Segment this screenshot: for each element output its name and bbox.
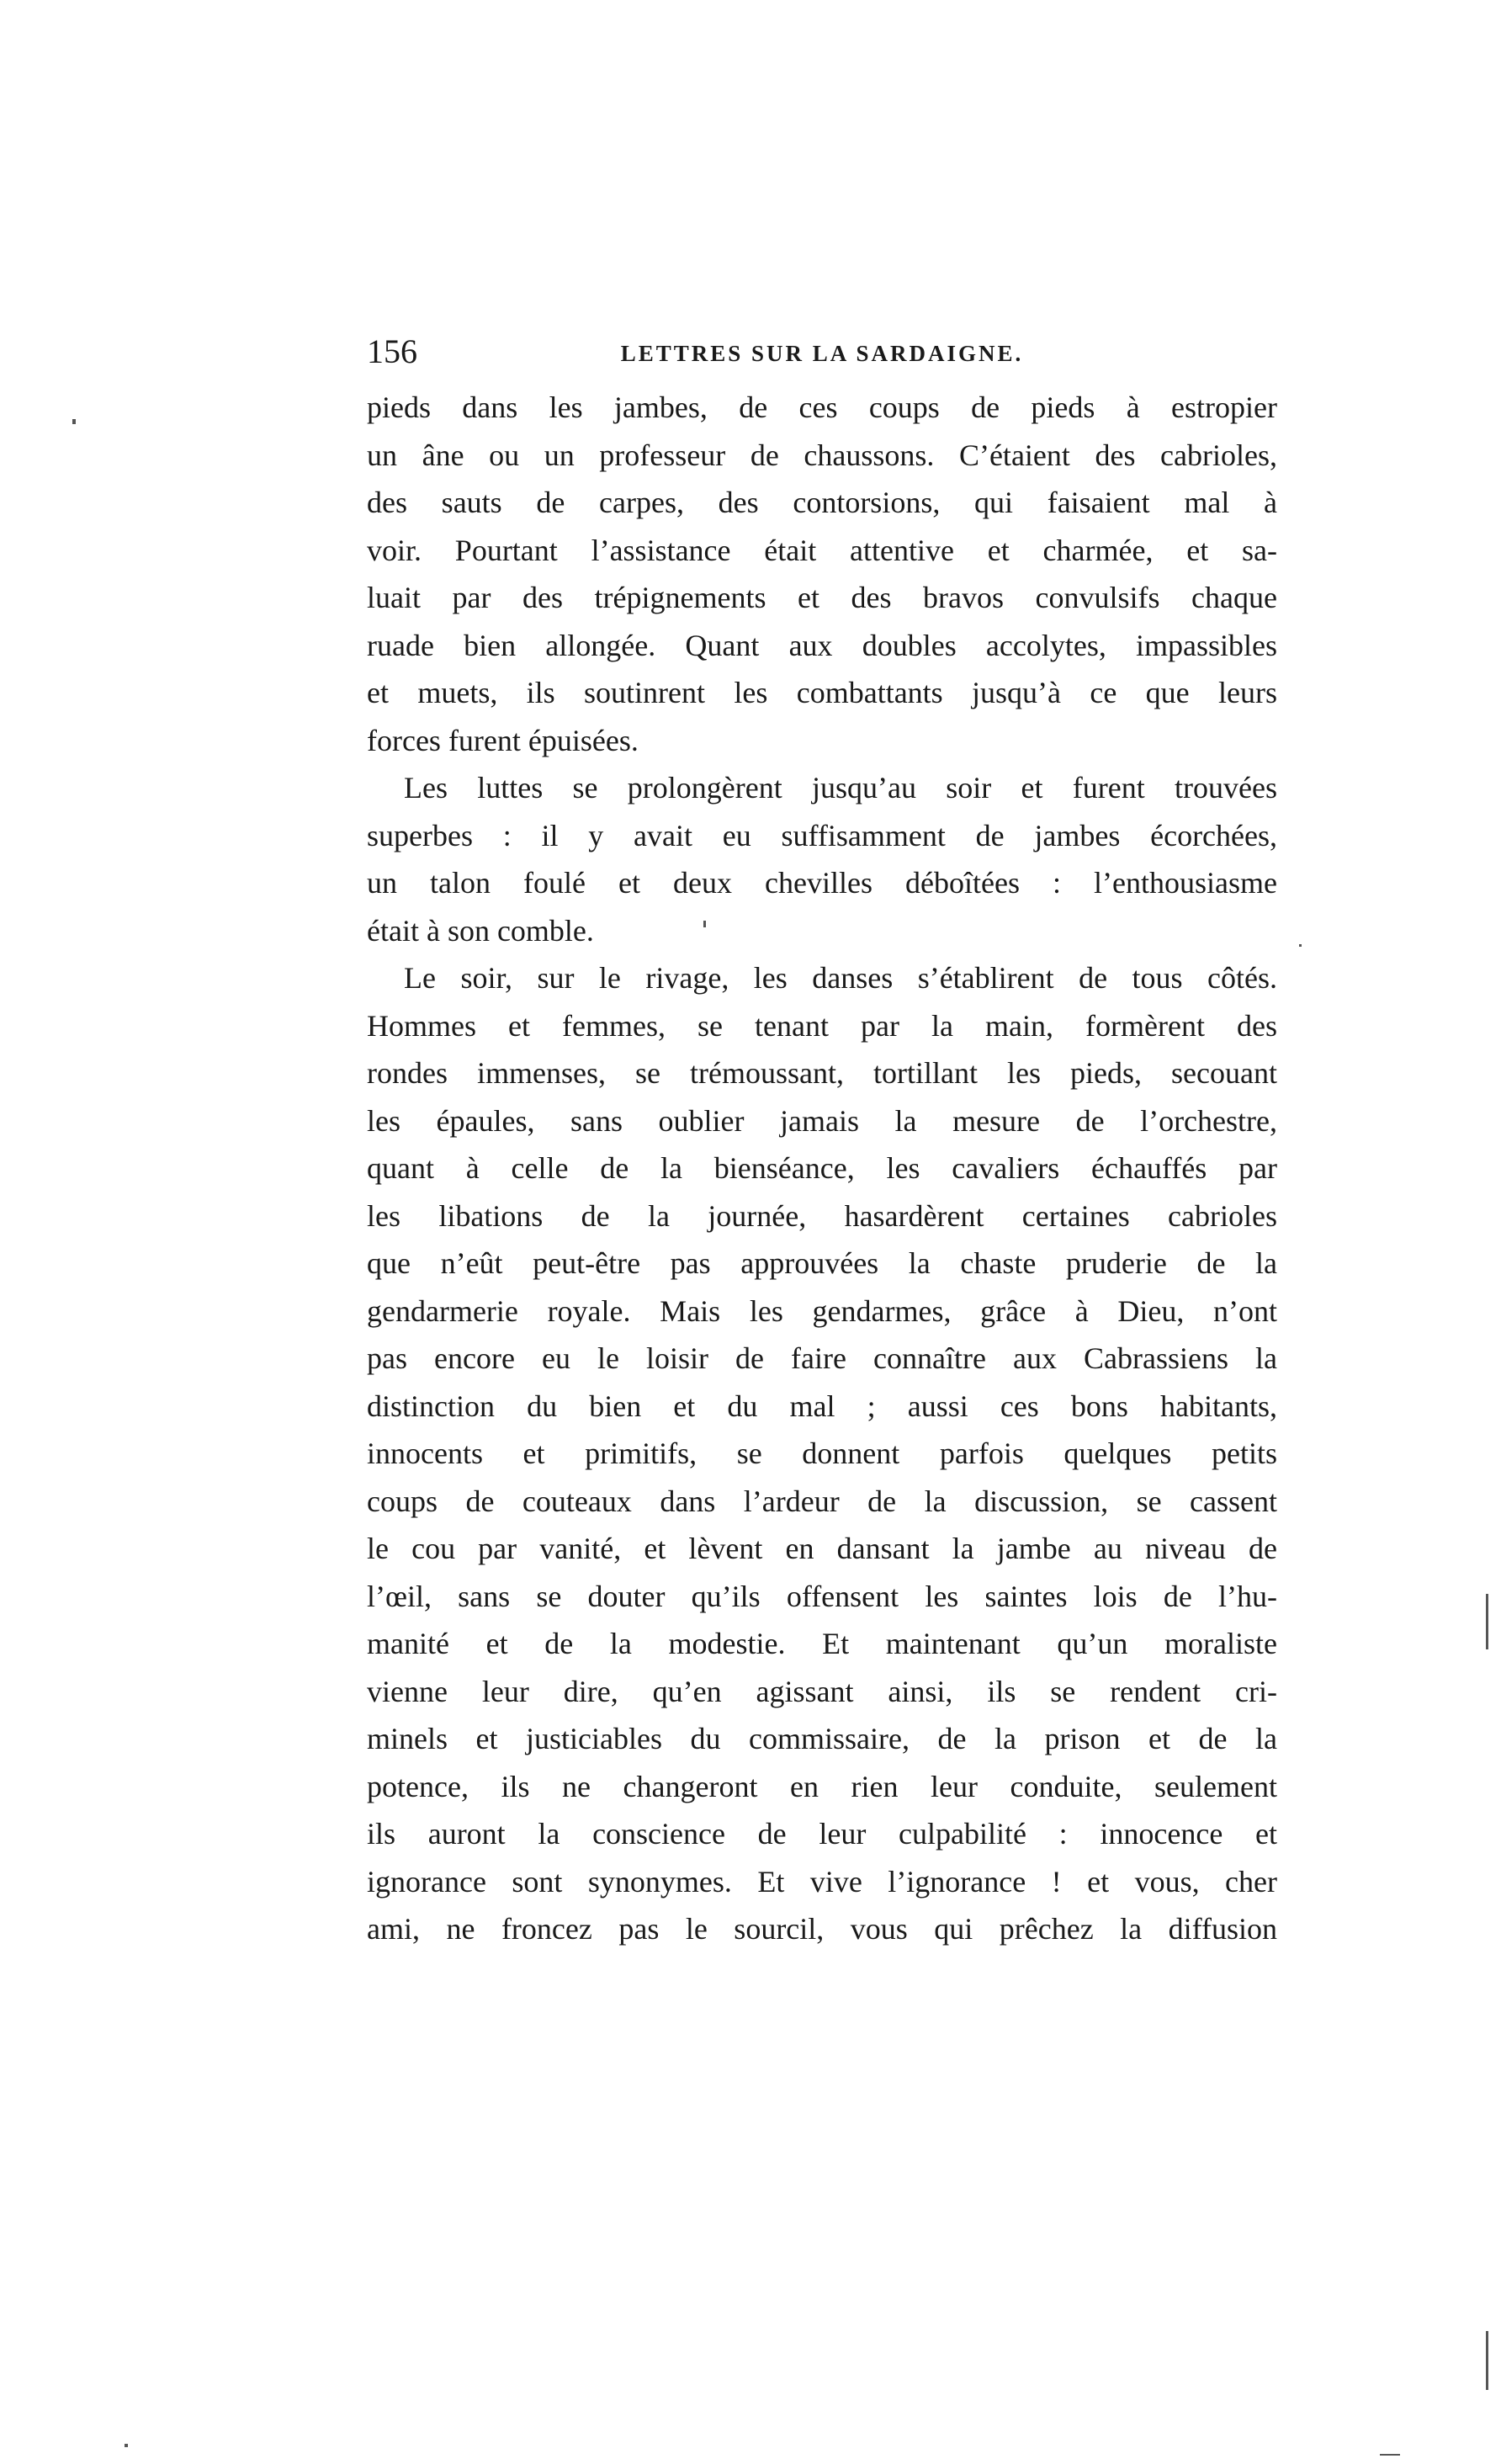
text-line: que n’eût peut-être pas approuvées la chaste pruderie de la	[367, 1246, 1277, 1280]
text-line: des sauts de carpes, des contorsions, qui faisaient mal à	[367, 486, 1277, 519]
text-line: était à son comble.	[367, 913, 594, 948]
text-line: Le soir, sur le rivage, les danses s’établirent de tous côtés.	[404, 961, 1277, 995]
scan-artifact	[1299, 944, 1302, 947]
text-line: le cou par vanité, et lèvent en dansant la jambe au niveau de	[367, 1532, 1277, 1565]
text-line: ami, ne froncez pas le sourcil, vous qui prêchez la diffusion	[367, 1912, 1277, 1946]
scan-artifact	[1380, 2454, 1400, 2456]
text-line: minels et justiciables du commissaire, de la prison et de la	[367, 1722, 1277, 1755]
text-line: l’œil, sans se douter qu’ils offensent les saintes lois de l’hu-	[367, 1579, 1277, 1613]
text-line: forces furent épuisées.	[367, 723, 639, 757]
text-line: gendarmerie royale. Mais les gendarmes, grâce à Dieu, n’ont	[367, 1293, 1277, 1328]
scan-artifact	[125, 2444, 128, 2447]
text-line: ruade bien allongée. Quant aux doubles accolytes, impassibles	[367, 628, 1277, 662]
scan-artifact	[72, 419, 76, 424]
text-line: manité et de la modestie. Et maintenant qu’un moraliste	[367, 1627, 1277, 1660]
text-line: distinction du bien et du mal ; aussi ces bons habitants,	[367, 1389, 1277, 1423]
text-line: pas encore eu le loisir de faire connaître aux Cabrassiens la	[367, 1341, 1277, 1375]
text-line: les libations de la journée, hasardèrent certaines cabrioles	[367, 1198, 1277, 1233]
text-line: rondes immenses, se trémoussant, tortillant les pieds, secouant	[367, 1056, 1277, 1090]
text-line: pieds dans les jambes, de ces coups de pieds à estropier	[367, 390, 1277, 424]
text-line: luait par des trépignements et des bravos convulsifs chaque	[367, 581, 1277, 614]
text-line: innocents et primitifs, se donnent parfois quelques petits	[367, 1436, 1277, 1470]
scan-artifact	[703, 921, 706, 927]
text-line: Les luttes se prolongèrent jusqu’au soir et furent trouvées	[404, 771, 1277, 805]
text-line: quant à celle de la bienséance, les cavaliers échauffés par	[367, 1151, 1277, 1185]
scan-artifact	[1486, 2331, 1488, 2390]
text-line: ils auront la conscience de leur culpabilité : innocence et	[367, 1817, 1277, 1851]
text-line: potence, ils ne changeront en rien leur conduite, seulement	[367, 1769, 1277, 1803]
text-line: et muets, ils soutinrent les combattants jusqu’à ce que leurs	[367, 676, 1277, 709]
text-line: ignorance sont synonymes. Et vive l’ignorance ! et vous, cher	[367, 1864, 1277, 1898]
text-line: les épaules, sans oublier jamais la mesure de l’orchestre,	[367, 1103, 1277, 1138]
text-line: un talon foulé et deux chevilles déboîtées : l’enthousiasme	[367, 866, 1277, 900]
text-line: vienne leur dire, qu’en agissant ainsi, ils se rendent cri-	[367, 1674, 1277, 1708]
running-header	[367, 327, 1277, 377]
page-number: 156	[367, 332, 417, 370]
text-line: superbes : il y avait eu suffisamment de jambes écorchées,	[367, 818, 1277, 852]
running-title: LETTRES SUR LA SARDAIGNE.	[620, 341, 1024, 366]
scan-artifact	[1486, 1594, 1488, 1649]
text-line: voir. Pourtant l’assistance était attentive et charmée, et sa-	[367, 533, 1277, 567]
text-line: un âne ou un professeur de chaussons. C’étaient des cabrioles,	[367, 438, 1277, 472]
body-text	[367, 384, 1277, 1953]
text-line: coups de couteaux dans l’ardeur de la discussion, se cassent	[367, 1484, 1277, 1518]
text-line: Hommes et femmes, se tenant par la main, formèrent des	[367, 1008, 1277, 1043]
